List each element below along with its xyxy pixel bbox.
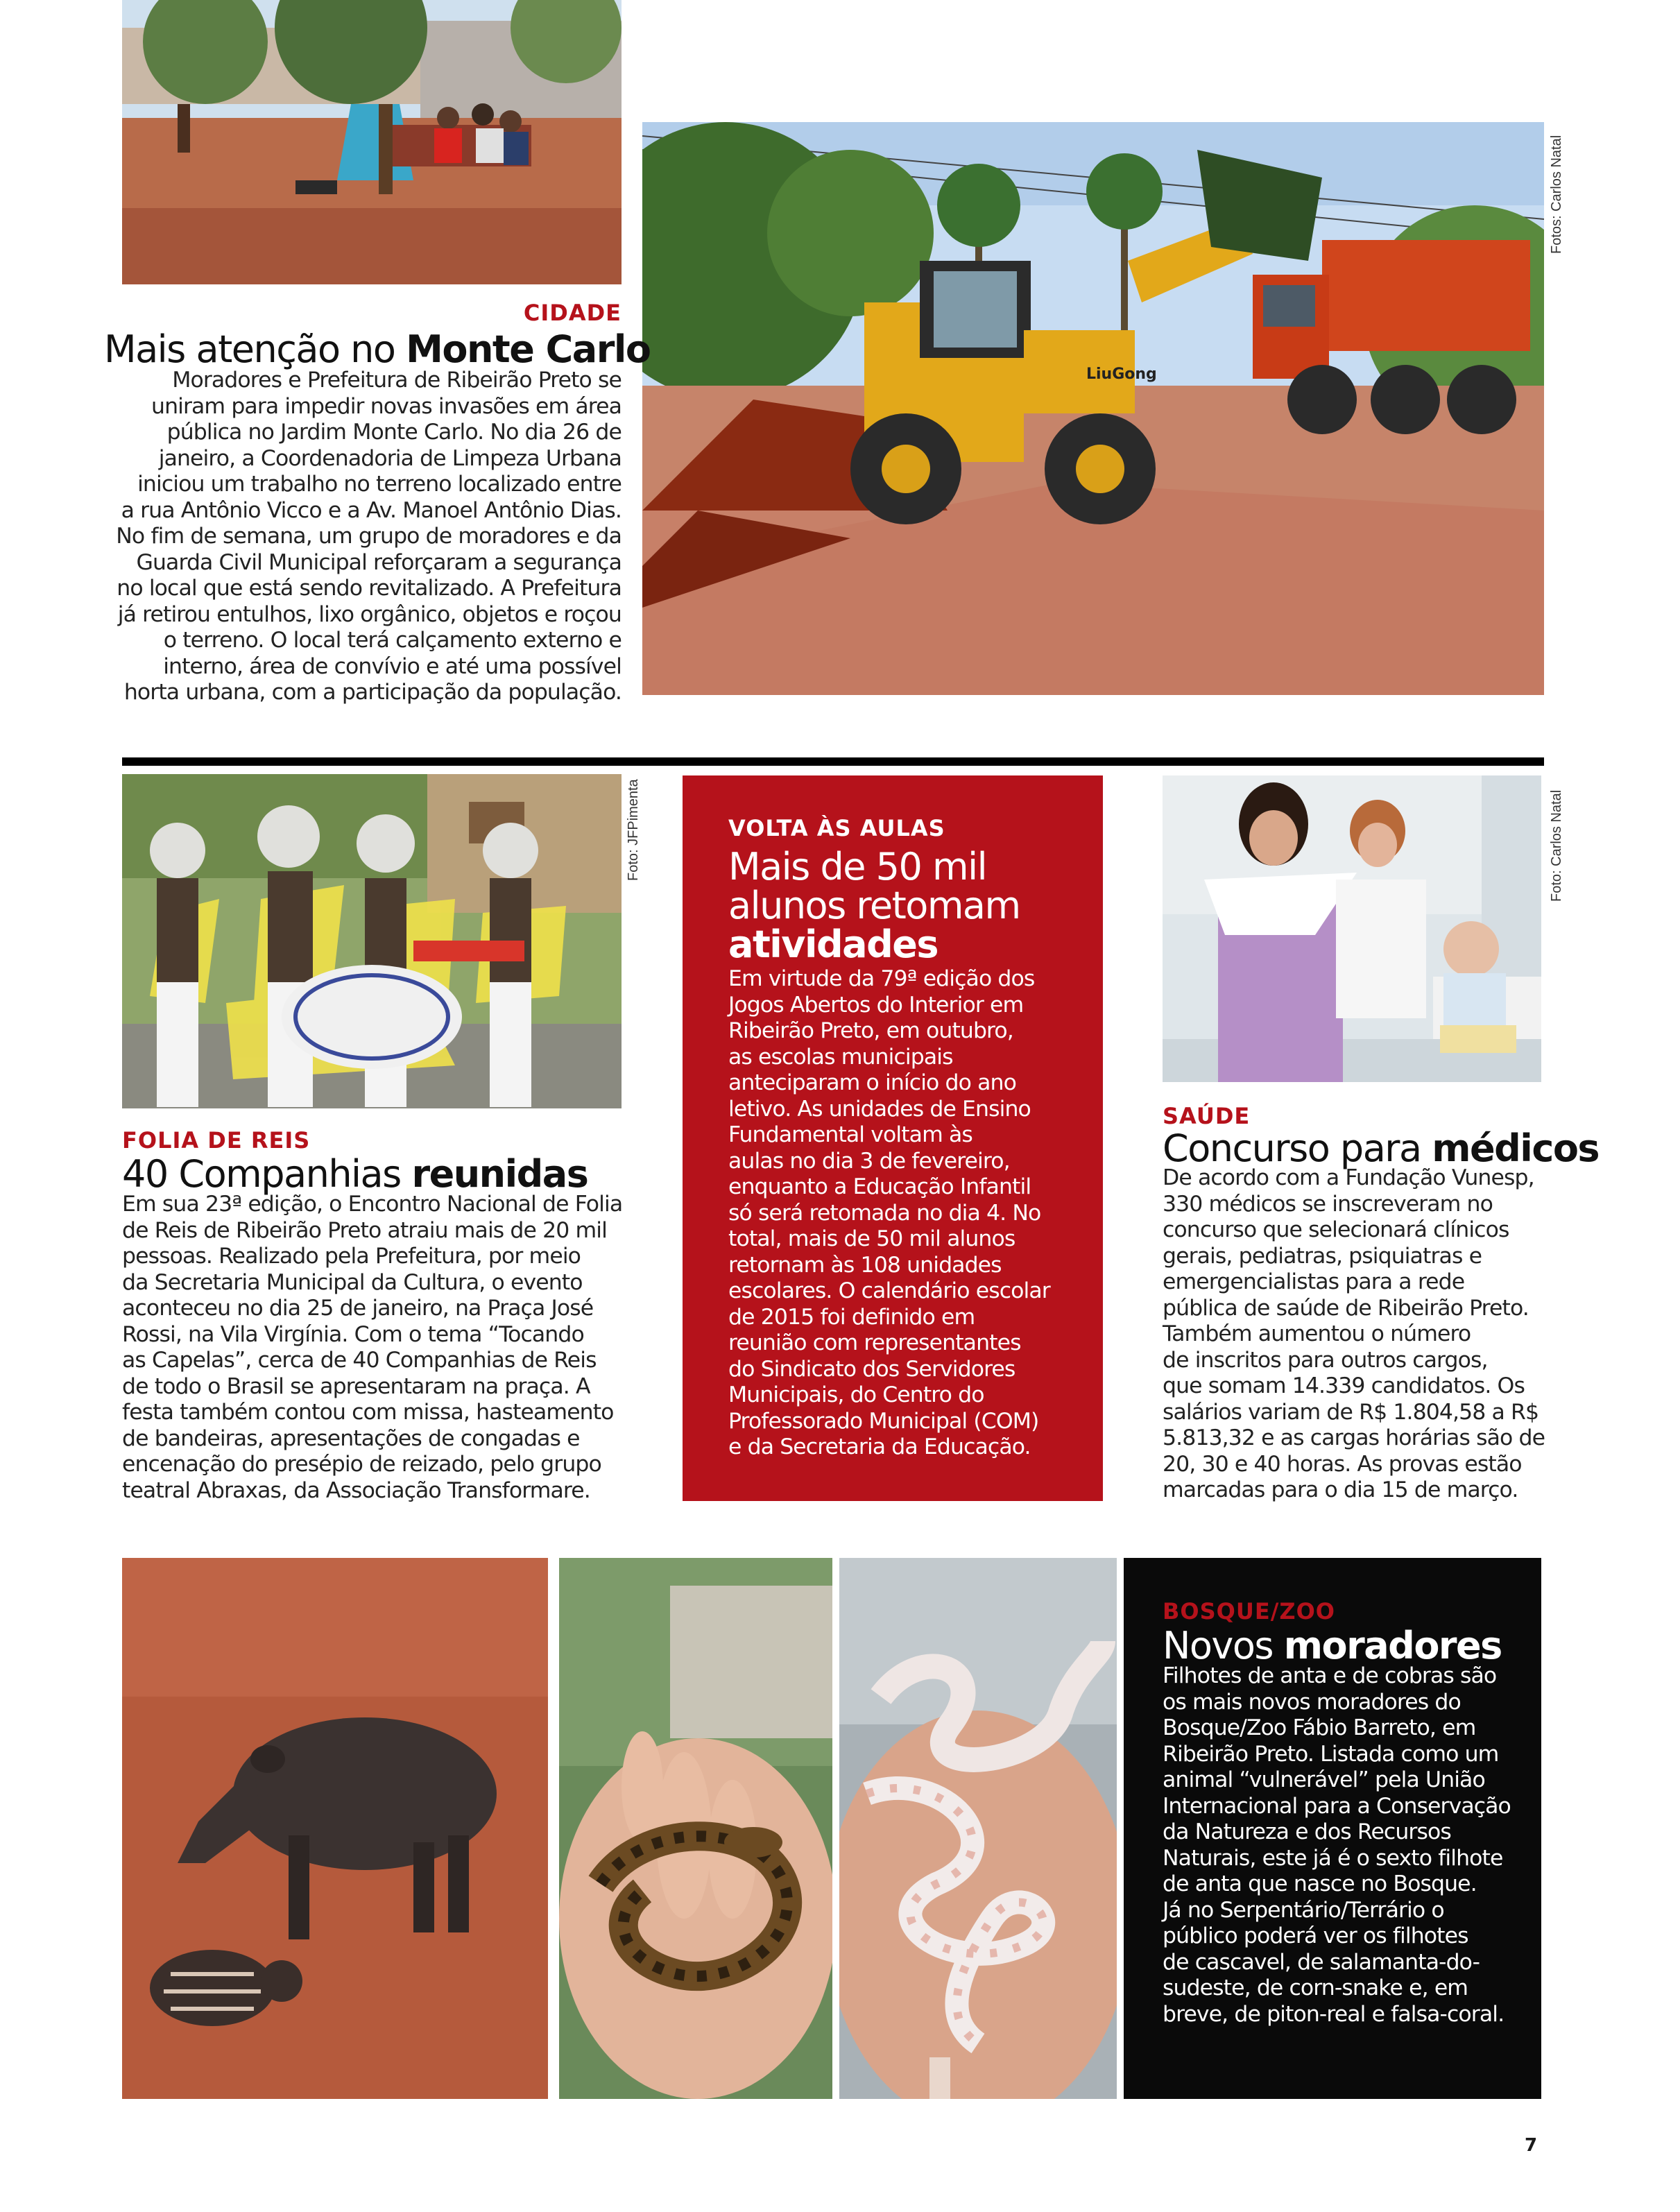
headline-monte-carlo [104, 327, 651, 371]
text-line: Filhotes de anta e de cobras são [1163, 1663, 1497, 1688]
body-folia [122, 1192, 628, 1504]
text-line: concurso que selecionará clínicos [1163, 1217, 1509, 1242]
text-line: salários variam de R$ 1.804,58 a R$ [1163, 1399, 1539, 1425]
photo-loader-truck [642, 122, 1544, 695]
text-line: animal “vulnerável” pela União [1163, 1767, 1485, 1792]
text-line: horta urbana, com a participação da população. [123, 680, 622, 705]
headline-bold: moradores [1283, 1624, 1502, 1667]
text-line: os mais novos moradores do [1163, 1689, 1461, 1715]
text-line: Rossi, na Vila Virgínia. Com o tema “Tocando [122, 1321, 584, 1347]
page-number: 7 [1525, 2135, 1538, 2156]
text-line: da Natureza e dos Recursos [1163, 1819, 1451, 1844]
text-line: 20, 30 e 40 horas. As provas estão [1163, 1451, 1522, 1477]
text-line: festa também contou com missa, hasteamento [122, 1400, 614, 1425]
text-line: 5.813,32 e as cargas horárias são de [1163, 1425, 1545, 1450]
text-line: sudeste, de corn-snake e, em [1163, 1975, 1468, 2000]
text-line: breve, de piton-real e falsa-coral. [1163, 2001, 1505, 2027]
text-line: Jogos Abertos do Interior em [728, 992, 1024, 1018]
text-line: e da Secretaria da Educação. [728, 1434, 1031, 1459]
text-line: reunião com representantes [728, 1330, 1021, 1355]
text-line: aulas no dia 3 de fevereiro, [728, 1148, 1010, 1174]
kicker-cidade: CIDADE [523, 300, 622, 326]
text-line: gerais, pediatras, psiquiatras e [1163, 1243, 1482, 1269]
photo-community-tables [122, 0, 622, 284]
section-divider [122, 757, 1544, 766]
text-line: interno, área de convívio e até uma possível [163, 653, 622, 679]
headline-bosque [1163, 1624, 1502, 1667]
text-line: Guarda Civil Municipal reforçaram a segurança [136, 549, 622, 575]
text-line: Municipais, do Centro do [728, 1382, 984, 1407]
photo-doctor-baby [1163, 775, 1541, 1082]
headline-light: Mais atenção no [104, 327, 395, 371]
text-line: Em virtude da 79ª edição dos [728, 966, 1035, 991]
text-line: Ribeirão Preto, em outubro, [728, 1018, 1013, 1043]
text-line: Fundamental voltam às [728, 1122, 972, 1147]
photo-folia-de-reis [122, 774, 622, 1108]
text-line: Em sua 23ª edição, o Encontro Nacional de Folia [122, 1192, 623, 1217]
text-line: pessoas. Realizado pela Prefeitura, por meio [122, 1244, 581, 1269]
kicker-aulas: VOLTA ÀS AULAS [728, 815, 945, 841]
photo-tapir [122, 1558, 548, 2099]
text-line: escolares. O calendário escolar [728, 1278, 1050, 1303]
headline-saude [1163, 1126, 1600, 1170]
photo-credit-monte-carlo: Fotos: Carlos Natal [1549, 135, 1564, 254]
headline-folia [122, 1152, 588, 1196]
text-line: enquanto a Educação Infantil [728, 1174, 1031, 1199]
photo-credit-saude: Foto: Carlos Natal [1549, 789, 1564, 902]
text-line: janeiro, a Coordenadoria de Limpeza Urbana [158, 445, 622, 471]
text-line: Moradores e Prefeitura de Ribeirão Preto se [172, 368, 622, 393]
kicker-bosque: BOSQUE/ZOO [1163, 1598, 1335, 1624]
body-bosque [1163, 1663, 1537, 2027]
body-monte-carlo [104, 368, 622, 706]
headline-bold: reunidas [411, 1152, 588, 1196]
text-line: público poderá ver os filhotes [1163, 1923, 1468, 1948]
headline-bold: Monte Carlo [406, 327, 651, 371]
text-line: a rua Antônio Vicco e a Av. Manoel Antônio Dias. [121, 497, 622, 523]
text-line: marcadas para o dia 15 de março. [1163, 1477, 1518, 1502]
kicker-folia: FOLIA DE REIS [122, 1127, 311, 1154]
headline-light: 40 Companhias [122, 1152, 401, 1196]
body-saude [1163, 1165, 1551, 1504]
text-line: 330 médicos se inscreveram no [1163, 1191, 1493, 1217]
headline-bold: atividades [728, 923, 938, 966]
text-line: Naturais, este já é o sexto filhote [1163, 1845, 1503, 1871]
text-line: de bandeiras, apresentações de congadas e [122, 1425, 580, 1451]
headline-line: Mais de 50 mil [728, 845, 987, 889]
text-line: já retirou entulhos, lixo orgânico, objetos e roçou [117, 601, 622, 627]
headline-light: Concurso para [1163, 1126, 1421, 1170]
text-line: de anta que nasce no Bosque. [1163, 1871, 1477, 1896]
text-line: o terreno. O local terá calçamento externo e [163, 628, 622, 653]
text-line: as escolas municipais [728, 1044, 953, 1070]
text-line: de Reis de Ribeirão Preto atraiu mais de 20 mil [122, 1217, 607, 1243]
text-line: anteciparam o início do ano [728, 1070, 1016, 1095]
text-line: de 2015 foi definido em [728, 1304, 975, 1330]
text-line: encenação do presépio de reizado, pelo grupo [122, 1452, 601, 1477]
text-line: de cascavel, de salamanta-do- [1163, 1949, 1480, 1975]
body-aulas [728, 966, 1089, 1461]
text-line: as Capelas”, cerca de 40 Companhias de Reis [122, 1348, 597, 1373]
headline-bold: médicos [1432, 1126, 1600, 1170]
text-line: teatral Abraxas, da Associação Transformare. [122, 1477, 590, 1503]
headline-light: Novos [1163, 1624, 1274, 1667]
text-line: iniciou um trabalho no terreno localizado entre [137, 472, 622, 497]
headline-aulas [728, 845, 1020, 966]
text-line: emergencialistas para a rede [1163, 1269, 1465, 1294]
text-line: só será retomada no dia 4. No [728, 1200, 1041, 1226]
text-line: retornam às 108 unidades [728, 1252, 1002, 1278]
photo-credit-folia: Foto: JFPimenta [626, 779, 641, 881]
text-line: uniram para impedir novas invasões em área [151, 393, 622, 419]
text-line: letivo. As unidades de Ensino [728, 1096, 1031, 1122]
text-line: total, mais de 50 mil alunos [728, 1226, 1015, 1251]
text-line: no local que está sendo revitalizado. A Prefeitura [117, 576, 622, 601]
text-line: de todo o Brasil se apresentaram na praça. A [122, 1373, 590, 1399]
photo-snake-white [839, 1558, 1117, 2099]
kicker-saude: SAÚDE [1163, 1103, 1251, 1129]
text-line: No fim de semana, um grupo de moradores e da [116, 524, 622, 549]
text-line: pública de saúde de Ribeirão Preto. [1163, 1295, 1529, 1321]
text-line: Bosque/Zoo Fábio Barreto, em [1163, 1715, 1476, 1740]
text-line: aconteceu no dia 25 de janeiro, na Praça José [122, 1296, 594, 1321]
photo-snake-brown [559, 1558, 832, 2099]
headline-line: alunos retomam [728, 884, 1020, 927]
text-line: pública no Jardim Monte Carlo. No dia 26 de [166, 420, 622, 445]
text-line: Ribeirão Preto. Listada como um [1163, 1741, 1499, 1767]
text-line: De acordo com a Fundação Vunesp, [1163, 1165, 1534, 1190]
text-line: da Secretaria Municipal da Cultura, o evento [122, 1269, 583, 1295]
text-line: de inscritos para outros cargos, [1163, 1347, 1488, 1373]
text-line: Já no Serpentário/Terrário o [1163, 1897, 1444, 1923]
text-line: que somam 14.339 candidatos. Os [1163, 1373, 1525, 1398]
loader-brand-text: LiuGong [1086, 366, 1157, 383]
text-line: do Sindicato dos Servidores [728, 1356, 1015, 1382]
text-line: Também aumentou o número [1163, 1321, 1471, 1346]
text-line: Internacional para a Conservação [1163, 1793, 1511, 1819]
text-line: Professorado Municipal (COM) [728, 1408, 1039, 1434]
